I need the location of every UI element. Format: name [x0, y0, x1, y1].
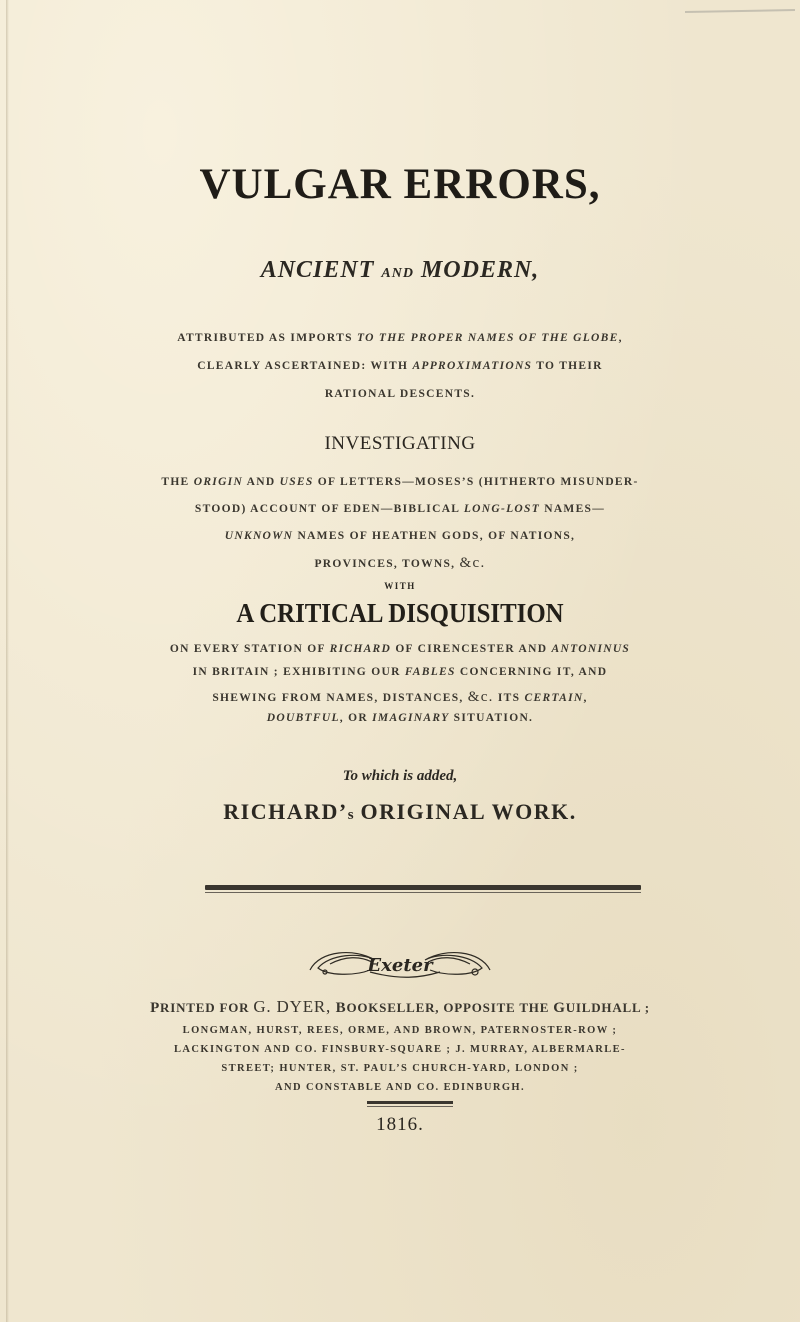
book-subtitle	[0, 257, 800, 284]
subtitle-conjunction: AND	[381, 266, 414, 281]
imprint-line-3: STREET; HUNTER, ST. PAUL’S CHURCH-YARD, LONDON ;	[221, 1063, 579, 1074]
section1-line-4: PROVINCES, TOWNS, &c.	[314, 555, 486, 571]
exeter-flourish-icon	[300, 942, 500, 984]
imprint-line-2: LACKINGTON AND CO. FINSBURY-SQUARE ; J. MURRAY, ALBERMARLE-	[174, 1044, 626, 1055]
year-divider-rule	[367, 1101, 453, 1104]
section2-line-3: SHEWING FROM NAMES, DISTANCES, &c. ITS CERTAIN,	[212, 689, 588, 705]
imprint-line-4: AND CONSTABLE AND CO. EDINBURGH.	[275, 1082, 525, 1093]
section-heading-disquisition: A CRITICAL DISQUISITION	[236, 598, 564, 628]
divider-rule	[205, 885, 641, 890]
subtitle-part-2: MODERN,	[420, 257, 540, 283]
year-divider-rule-thin	[367, 1106, 453, 1107]
subtitle-part-1: ANCIENT	[260, 257, 375, 283]
publication-year: 1816.	[376, 1114, 424, 1135]
description-line-1: ATTRIBUTED AS IMPORTS TO THE PROPER NAMES OF THE GLOBE,	[177, 332, 623, 344]
to-which-is-added: To which is added,	[342, 768, 458, 784]
section2-line-4: DOUBTFUL, OR IMAGINARY SITUATION.	[266, 712, 534, 724]
section1-line-2: STOOD) ACCOUNT OF EDEN—BIBLICAL LONG-LOST NAMES—	[194, 503, 606, 515]
svg-text:Exeter: Exeter	[367, 955, 433, 976]
section-heading-investigating: INVESTIGATING	[324, 433, 476, 454]
book-title: VULGAR ERRORS,	[199, 161, 601, 208]
divider-rule-thin	[205, 892, 641, 893]
section2-line-1: ON EVERY STATION OF RICHARD OF CIRENCESTER AND ANTONINUS	[169, 643, 631, 655]
imprint-line-1: LONGMAN, HURST, REES, ORME, AND BROWN, PATERNOSTER-ROW ;	[182, 1025, 618, 1036]
section2-line-2: IN BRITAIN ; EXHIBITING OUR FABLES CONCERNING IT, AND	[192, 666, 608, 678]
description-line-2: CLEARLY ASCERTAINED: WITH APPROXIMATIONS TO THEIR	[197, 360, 603, 372]
description-line-3: RATIONAL DESCENTS.	[324, 388, 476, 400]
printed-for-line: PRINTED FOR G. DYER, BOOKSELLER, OPPOSITE THE GUILDHALL ;	[150, 997, 650, 1016]
with-label: WITH	[384, 581, 416, 591]
section1-line-3: UNKNOWN NAMES OF HEATHEN GODS, OF NATIONS,	[224, 530, 576, 542]
richards-original-work: RICHARD’s ORIGINAL WORK.	[223, 799, 577, 824]
section1-line-1: THE ORIGIN AND USES OF LETTERS—MOSES’S (HITHERTO MISUNDER-	[161, 476, 639, 488]
